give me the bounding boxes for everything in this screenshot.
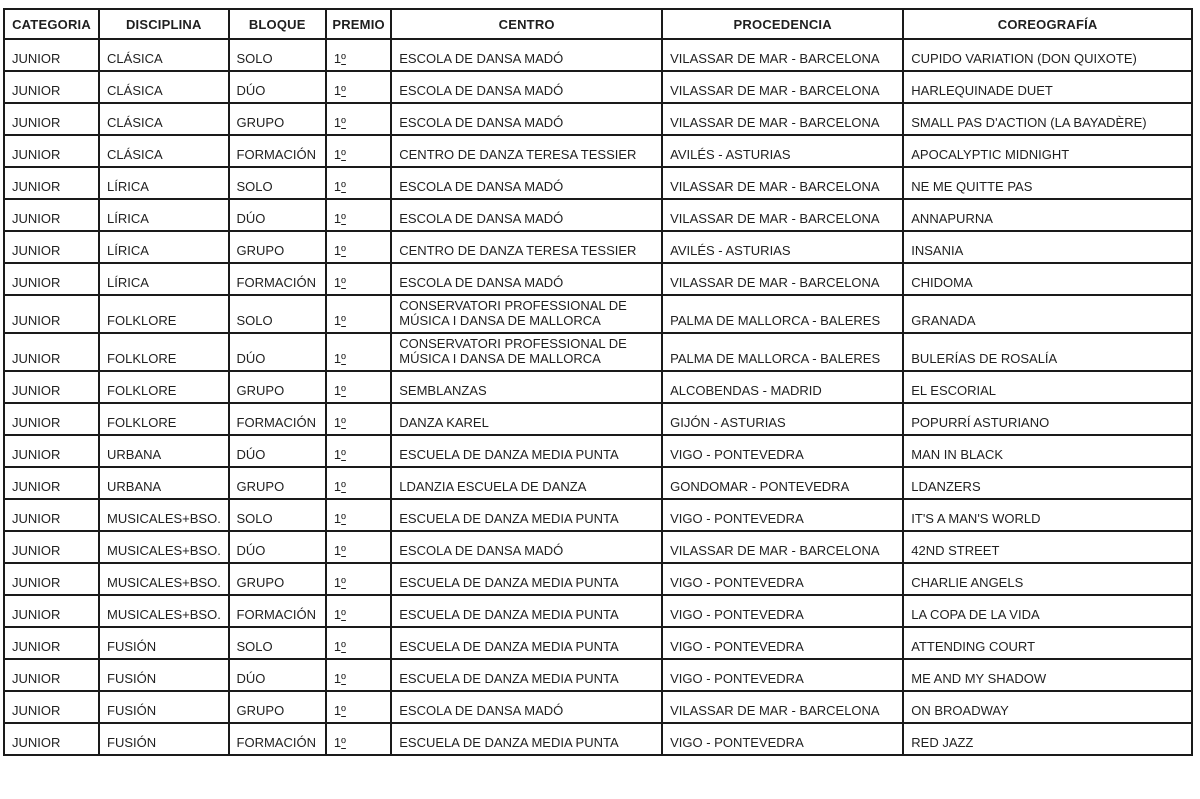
cell-premio: 1º	[326, 39, 391, 71]
ordinal-indicator: º	[341, 447, 346, 462]
cell-coreografia: ON BROADWAY	[903, 691, 1192, 723]
cell-categoria: JUNIOR	[4, 659, 99, 691]
cell-categoria: JUNIOR	[4, 595, 99, 627]
cell-disciplina: FUSIÓN	[99, 659, 228, 691]
ordinal-indicator: º	[341, 607, 346, 622]
cell-categoria: JUNIOR	[4, 691, 99, 723]
cell-procedencia: GIJÓN - ASTURIAS	[662, 403, 903, 435]
cell-categoria: JUNIOR	[4, 103, 99, 135]
table-row	[4, 403, 1192, 435]
cell-premio: 1º	[326, 723, 391, 755]
cell-bloque: GRUPO	[229, 231, 326, 263]
cell-centro: CENTRO DE DANZA TERESA TESSIER	[391, 135, 662, 167]
table-row	[4, 199, 1192, 231]
cell-categoria: JUNIOR	[4, 371, 99, 403]
cell-coreografia: POPURRÍ ASTURIANO	[903, 403, 1192, 435]
cell-categoria: JUNIOR	[4, 71, 99, 103]
cell-coreografia: LA COPA DE LA VIDA	[903, 595, 1192, 627]
table-row	[4, 103, 1192, 135]
ordinal-indicator: º	[341, 543, 346, 558]
cell-disciplina: URBANA	[99, 435, 228, 467]
ordinal-indicator: º	[341, 275, 346, 290]
cell-coreografia: CHIDOMA	[903, 263, 1192, 295]
cell-procedencia: VIGO - PONTEVEDRA	[662, 595, 903, 627]
cell-coreografia: ANNAPURNA	[903, 199, 1192, 231]
cell-premio: 1º	[326, 435, 391, 467]
cell-bloque: DÚO	[229, 435, 326, 467]
cell-procedencia: PALMA DE MALLORCA - BALERES	[662, 295, 903, 333]
cell-procedencia: VIGO - PONTEVEDRA	[662, 563, 903, 595]
cell-coreografia: BULERÍAS DE ROSALÍA	[903, 333, 1192, 371]
cell-coreografia: GRANADA	[903, 295, 1192, 333]
table-row	[4, 295, 1192, 333]
table-row	[4, 627, 1192, 659]
cell-centro: SEMBLANZAS	[391, 371, 662, 403]
cell-bloque: GRUPO	[229, 371, 326, 403]
cell-bloque: FORMACIÓN	[229, 403, 326, 435]
cell-bloque: SOLO	[229, 499, 326, 531]
cell-centro: LDANZIA ESCUELA DE DANZA	[391, 467, 662, 499]
ordinal-indicator: º	[341, 415, 346, 430]
cell-procedencia: AVILÉS - ASTURIAS	[662, 231, 903, 263]
cell-procedencia: VILASSAR DE MAR - BARCELONA	[662, 103, 903, 135]
cell-bloque: FORMACIÓN	[229, 135, 326, 167]
cell-premio: 1º	[326, 595, 391, 627]
ordinal-indicator: º	[341, 639, 346, 654]
cell-centro: ESCUELA DE DANZA MEDIA PUNTA	[391, 435, 662, 467]
cell-disciplina: FUSIÓN	[99, 691, 228, 723]
ordinal-indicator: º	[341, 51, 346, 66]
ordinal-indicator: º	[341, 511, 346, 526]
ordinal-indicator: º	[341, 735, 346, 750]
cell-categoria: JUNIOR	[4, 531, 99, 563]
cell-procedencia: VILASSAR DE MAR - BARCELONA	[662, 531, 903, 563]
cell-disciplina: FOLKLORE	[99, 403, 228, 435]
cell-categoria: JUNIOR	[4, 231, 99, 263]
ordinal-indicator: º	[341, 115, 346, 130]
cell-premio: 1º	[326, 71, 391, 103]
cell-disciplina: LÍRICA	[99, 199, 228, 231]
ordinal-indicator: º	[341, 147, 346, 162]
cell-premio: 1º	[326, 659, 391, 691]
cell-procedencia: VILASSAR DE MAR - BARCELONA	[662, 199, 903, 231]
ordinal-indicator: º	[341, 313, 346, 328]
cell-coreografia: INSANIA	[903, 231, 1192, 263]
column-header-categoria: CATEGORIA	[4, 9, 99, 39]
cell-procedencia: ALCOBENDAS - MADRID	[662, 371, 903, 403]
cell-coreografia: CUPIDO VARIATION (DON QUIXOTE)	[903, 39, 1192, 71]
cell-bloque: FORMACIÓN	[229, 723, 326, 755]
cell-centro: ESCOLA DE DANSA MADÓ	[391, 263, 662, 295]
cell-premio: 1º	[326, 295, 391, 333]
cell-centro: ESCOLA DE DANSA MADÓ	[391, 691, 662, 723]
cell-disciplina: CLÁSICA	[99, 71, 228, 103]
cell-centro: ESCUELA DE DANZA MEDIA PUNTA	[391, 659, 662, 691]
table-body	[4, 39, 1192, 755]
header-row	[4, 9, 1192, 39]
ordinal-indicator: º	[341, 383, 346, 398]
table-row	[4, 467, 1192, 499]
cell-disciplina: URBANA	[99, 467, 228, 499]
table-row	[4, 135, 1192, 167]
table-row	[4, 167, 1192, 199]
table-row	[4, 563, 1192, 595]
cell-disciplina: FUSIÓN	[99, 723, 228, 755]
table-row	[4, 231, 1192, 263]
cell-premio: 1º	[326, 199, 391, 231]
cell-premio: 1º	[326, 263, 391, 295]
table-row	[4, 263, 1192, 295]
table-row	[4, 499, 1192, 531]
cell-coreografia: RED JAZZ	[903, 723, 1192, 755]
cell-disciplina: MUSICALES+BSO.	[99, 595, 228, 627]
cell-procedencia: VILASSAR DE MAR - BARCELONA	[662, 167, 903, 199]
cell-procedencia: VIGO - PONTEVEDRA	[662, 723, 903, 755]
cell-bloque: GRUPO	[229, 467, 326, 499]
cell-categoria: JUNIOR	[4, 403, 99, 435]
cell-coreografia: CHARLIE ANGELS	[903, 563, 1192, 595]
cell-bloque: SOLO	[229, 295, 326, 333]
cell-categoria: JUNIOR	[4, 499, 99, 531]
cell-premio: 1º	[326, 691, 391, 723]
column-header-coreografia: COREOGRAFÍA	[903, 9, 1192, 39]
ordinal-indicator: º	[341, 179, 346, 194]
cell-categoria: JUNIOR	[4, 435, 99, 467]
table-row	[4, 691, 1192, 723]
cell-coreografia: HARLEQUINADE DUET	[903, 71, 1192, 103]
cell-premio: 1º	[326, 167, 391, 199]
cell-premio: 1º	[326, 499, 391, 531]
cell-centro: ESCOLA DE DANSA MADÓ	[391, 531, 662, 563]
cell-centro: ESCOLA DE DANSA MADÓ	[391, 103, 662, 135]
cell-centro: ESCUELA DE DANZA MEDIA PUNTA	[391, 563, 662, 595]
table-row	[4, 435, 1192, 467]
cell-centro: CENTRO DE DANZA TERESA TESSIER	[391, 231, 662, 263]
cell-centro: ESCOLA DE DANSA MADÓ	[391, 199, 662, 231]
cell-coreografia: EL ESCORIAL	[903, 371, 1192, 403]
cell-centro: ESCOLA DE DANSA MADÓ	[391, 71, 662, 103]
cell-categoria: JUNIOR	[4, 263, 99, 295]
cell-procedencia: VIGO - PONTEVEDRA	[662, 627, 903, 659]
ordinal-indicator: º	[341, 703, 346, 718]
cell-centro: DANZA KAREL	[391, 403, 662, 435]
cell-coreografia: ME AND MY SHADOW	[903, 659, 1192, 691]
cell-centro: ESCUELA DE DANZA MEDIA PUNTA	[391, 627, 662, 659]
ordinal-indicator: º	[341, 243, 346, 258]
table-row	[4, 595, 1192, 627]
cell-procedencia: VIGO - PONTEVEDRA	[662, 659, 903, 691]
cell-centro: ESCOLA DE DANSA MADÓ	[391, 39, 662, 71]
cell-premio: 1º	[326, 103, 391, 135]
cell-coreografia: IT'S A MAN'S WORLD	[903, 499, 1192, 531]
cell-procedencia: VILASSAR DE MAR - BARCELONA	[662, 39, 903, 71]
ordinal-indicator: º	[341, 479, 346, 494]
table-row	[4, 659, 1192, 691]
cell-bloque: DÚO	[229, 659, 326, 691]
cell-centro: CONSERVATORI PROFESSIONAL DE MÚSICA I DANSA DE MALLORCA	[391, 333, 662, 371]
cell-bloque: DÚO	[229, 333, 326, 371]
cell-premio: 1º	[326, 403, 391, 435]
cell-categoria: JUNIOR	[4, 467, 99, 499]
cell-procedencia: VIGO - PONTEVEDRA	[662, 435, 903, 467]
cell-disciplina: MUSICALES+BSO.	[99, 531, 228, 563]
cell-bloque: SOLO	[229, 39, 326, 71]
cell-coreografia: 42ND STREET	[903, 531, 1192, 563]
cell-bloque: SOLO	[229, 627, 326, 659]
cell-disciplina: LÍRICA	[99, 263, 228, 295]
cell-bloque: GRUPO	[229, 691, 326, 723]
cell-centro: ESCUELA DE DANZA MEDIA PUNTA	[391, 499, 662, 531]
cell-disciplina: CLÁSICA	[99, 103, 228, 135]
cell-premio: 1º	[326, 333, 391, 371]
ordinal-indicator: º	[341, 671, 346, 686]
cell-disciplina: CLÁSICA	[99, 39, 228, 71]
cell-coreografia: SMALL PAS D'ACTION (LA BAYADÈRE)	[903, 103, 1192, 135]
cell-coreografia: ATTENDING COURT	[903, 627, 1192, 659]
cell-categoria: JUNIOR	[4, 563, 99, 595]
table-row	[4, 39, 1192, 71]
cell-premio: 1º	[326, 231, 391, 263]
cell-procedencia: GONDOMAR - PONTEVEDRA	[662, 467, 903, 499]
cell-bloque: DÚO	[229, 199, 326, 231]
cell-disciplina: MUSICALES+BSO.	[99, 499, 228, 531]
table-row	[4, 71, 1192, 103]
cell-categoria: JUNIOR	[4, 723, 99, 755]
ordinal-indicator: º	[341, 83, 346, 98]
cell-coreografia: MAN IN BLACK	[903, 435, 1192, 467]
ordinal-indicator: º	[341, 211, 346, 226]
cell-disciplina: FOLKLORE	[99, 333, 228, 371]
cell-centro: ESCUELA DE DANZA MEDIA PUNTA	[391, 595, 662, 627]
cell-premio: 1º	[326, 627, 391, 659]
cell-premio: 1º	[326, 135, 391, 167]
results-table	[3, 8, 1193, 756]
cell-centro: CONSERVATORI PROFESSIONAL DE MÚSICA I DANSA DE MALLORCA	[391, 295, 662, 333]
cell-premio: 1º	[326, 563, 391, 595]
cell-disciplina: FOLKLORE	[99, 371, 228, 403]
column-header-disciplina: DISCIPLINA	[99, 9, 228, 39]
cell-bloque: FORMACIÓN	[229, 595, 326, 627]
cell-categoria: JUNIOR	[4, 135, 99, 167]
cell-disciplina: MUSICALES+BSO.	[99, 563, 228, 595]
cell-procedencia: VILASSAR DE MAR - BARCELONA	[662, 263, 903, 295]
cell-categoria: JUNIOR	[4, 199, 99, 231]
ordinal-indicator: º	[341, 351, 346, 366]
cell-procedencia: AVILÉS - ASTURIAS	[662, 135, 903, 167]
column-header-centro: CENTRO	[391, 9, 662, 39]
cell-premio: 1º	[326, 371, 391, 403]
table-row	[4, 723, 1192, 755]
cell-disciplina: FUSIÓN	[99, 627, 228, 659]
cell-centro: ESCUELA DE DANZA MEDIA PUNTA	[391, 723, 662, 755]
table-row	[4, 371, 1192, 403]
cell-bloque: DÚO	[229, 71, 326, 103]
cell-premio: 1º	[326, 467, 391, 499]
cell-disciplina: FOLKLORE	[99, 295, 228, 333]
table-row	[4, 333, 1192, 371]
cell-disciplina: LÍRICA	[99, 167, 228, 199]
cell-categoria: JUNIOR	[4, 295, 99, 333]
table-row	[4, 531, 1192, 563]
cell-coreografia: NE ME QUITTE PAS	[903, 167, 1192, 199]
cell-categoria: JUNIOR	[4, 39, 99, 71]
cell-bloque: SOLO	[229, 167, 326, 199]
cell-procedencia: VIGO - PONTEVEDRA	[662, 499, 903, 531]
cell-categoria: JUNIOR	[4, 333, 99, 371]
column-header-bloque: BLOQUE	[229, 9, 326, 39]
cell-bloque: GRUPO	[229, 103, 326, 135]
ordinal-indicator: º	[341, 575, 346, 590]
cell-coreografia: LDANZERS	[903, 467, 1192, 499]
cell-procedencia: PALMA DE MALLORCA - BALERES	[662, 333, 903, 371]
cell-procedencia: VILASSAR DE MAR - BARCELONA	[662, 71, 903, 103]
cell-disciplina: CLÁSICA	[99, 135, 228, 167]
column-header-procedencia: PROCEDENCIA	[662, 9, 903, 39]
cell-premio: 1º	[326, 531, 391, 563]
cell-disciplina: LÍRICA	[99, 231, 228, 263]
column-header-premio: PREMIO	[326, 9, 391, 39]
cell-bloque: DÚO	[229, 531, 326, 563]
cell-procedencia: VILASSAR DE MAR - BARCELONA	[662, 691, 903, 723]
cell-categoria: JUNIOR	[4, 167, 99, 199]
cell-bloque: GRUPO	[229, 563, 326, 595]
cell-categoria: JUNIOR	[4, 627, 99, 659]
cell-coreografia: APOCALYPTIC MIDNIGHT	[903, 135, 1192, 167]
cell-centro: ESCOLA DE DANSA MADÓ	[391, 167, 662, 199]
cell-bloque: FORMACIÓN	[229, 263, 326, 295]
